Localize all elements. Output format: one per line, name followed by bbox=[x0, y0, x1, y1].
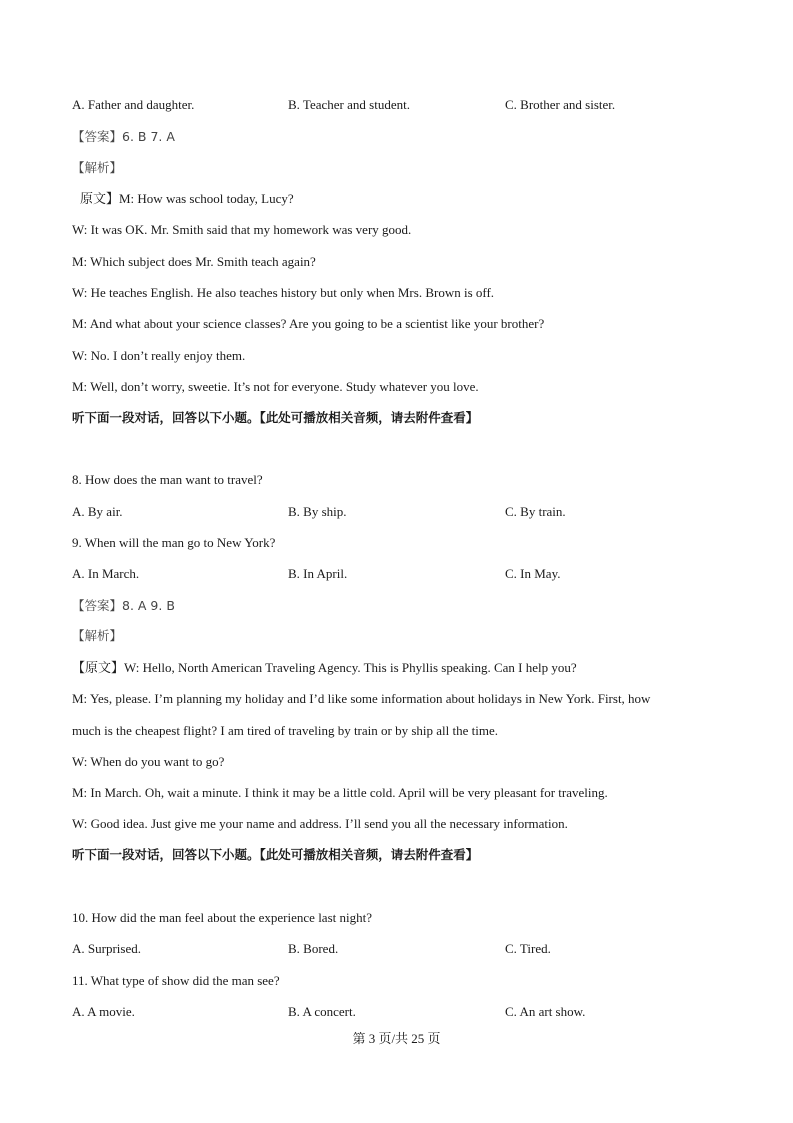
question-10: 10. How did the man feel about the experience last night? bbox=[72, 910, 372, 925]
answer-line: 【答案】6. B 7. A bbox=[72, 129, 175, 144]
transcript-line: W: Good idea. Just give me your name and address. I’ll send you all the necessary information. bbox=[72, 816, 568, 831]
analysis-label: 【解析】 bbox=[72, 160, 123, 175]
question-11: 11. What type of show did the man see? bbox=[72, 973, 280, 988]
option-b: B. Teacher and student. bbox=[288, 97, 410, 112]
question-8: 8. How does the man want to travel? bbox=[72, 472, 263, 487]
option-b: B. By ship. bbox=[288, 504, 347, 519]
option-a: A. By air. bbox=[72, 504, 123, 519]
transcript-line: W: It was OK. Mr. Smith said that my homework was very good. bbox=[72, 222, 412, 237]
transcript-line: M: Yes, please. I’m planning my holiday and I’d like some information about holidays in New York. First, how bbox=[72, 691, 651, 706]
option-b: B. In April. bbox=[288, 566, 348, 581]
analysis-label: 【解析】 bbox=[72, 628, 123, 643]
option-a: A. In March. bbox=[72, 566, 140, 581]
transcript-line: W: No. I don’t really enjoy them. bbox=[72, 348, 246, 363]
option-c: C. Brother and sister. bbox=[505, 97, 616, 112]
transcript-line: 【原文】W: Hello, North American Traveling Agency. This is Phyllis speaking. Can I help you? bbox=[72, 660, 577, 675]
transcript-line: M: And what about your science classes? Are you going to be a scientist like your brother? bbox=[72, 316, 545, 331]
page-footer: 第 3 页/共 25 页 bbox=[352, 1031, 441, 1046]
option-c: C. By train. bbox=[505, 504, 566, 519]
question-9: 9. When will the man go to New York? bbox=[72, 535, 276, 550]
transcript-line: W: He teaches English. He also teaches history but only when Mrs. Brown is off. bbox=[72, 285, 495, 300]
option-b: B. Bored. bbox=[288, 941, 339, 956]
listen-instruction: 听下面一段对话，回答以下小题。【此处可播放相关音频，请去附件查看】 bbox=[72, 410, 479, 425]
transcript-line: 原文】M: How was school today, Lucy? bbox=[80, 191, 294, 206]
transcript-line: W: When do you want to go? bbox=[72, 754, 225, 769]
listen-instruction: 听下面一段对话，回答以下小题。【此处可播放相关音频，请去附件查看】 bbox=[72, 847, 479, 862]
answer-line: 【答案】8. A 9. B bbox=[72, 598, 175, 613]
option-b: B. A concert. bbox=[288, 1004, 356, 1019]
transcript-line: M: Well, don’t worry, sweetie. It’s not for everyone. Study whatever you love. bbox=[72, 379, 479, 394]
transcript-line: M: In March. Oh, wait a minute. I think it may be a little cold. April will be very pleasant for traveling. bbox=[72, 785, 608, 800]
option-a: A. Surprised. bbox=[72, 941, 141, 956]
option-a: A. A movie. bbox=[72, 1004, 135, 1019]
option-a: A. Father and daughter. bbox=[72, 97, 195, 112]
option-c: C. In May. bbox=[505, 566, 561, 581]
transcript-line: much is the cheapest flight? I am tired of traveling by train or by ship all the time. bbox=[72, 723, 498, 738]
transcript-line: M: Which subject does Mr. Smith teach again? bbox=[72, 254, 316, 269]
option-c: C. An art show. bbox=[505, 1004, 586, 1019]
option-c: C. Tired. bbox=[505, 941, 551, 956]
